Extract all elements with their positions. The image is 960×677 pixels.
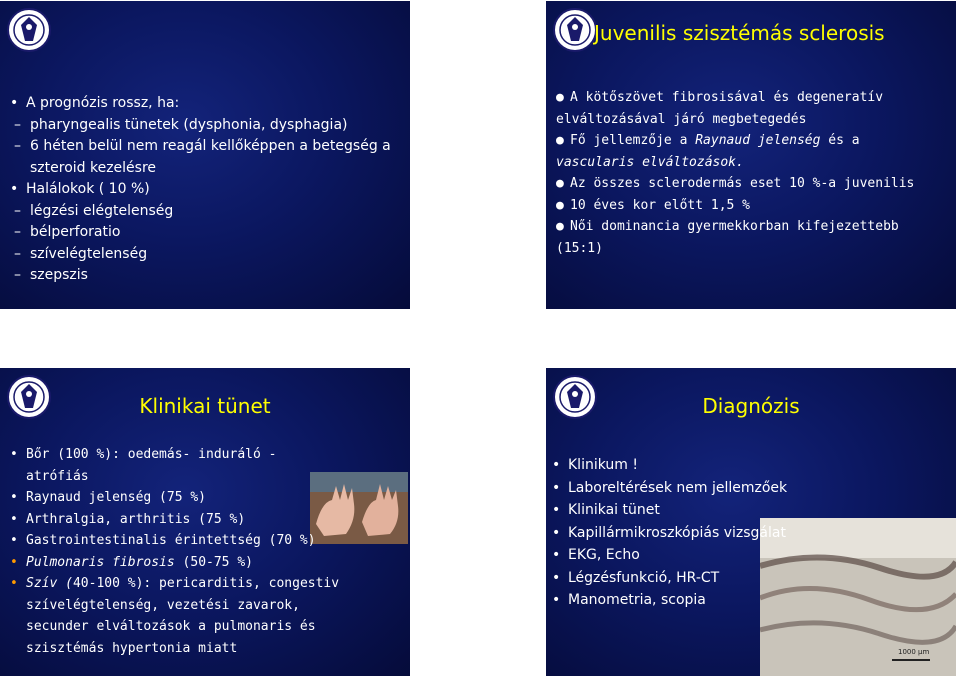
bullet-fibrosis: ● A kötőszövet fibrosisával és degeneratív [556, 90, 884, 105]
bullet-noi-cont: (15:1) [556, 240, 603, 256]
slide-title: Juvenilis szisztémás sclerosis [594, 21, 885, 45]
bullet-bor-cont: atrófiás [26, 468, 89, 484]
bullet-halalokok: • Halálokok ( 10 %) [10, 181, 150, 197]
bullet-arthralgia: • Arthralgia, arthritis (75 %) [10, 511, 246, 527]
sub-belperforatio: – bélperforatio [14, 224, 121, 240]
sub-szepszis: – szepszis [14, 267, 88, 283]
sub-steroid: – 6 héten belül nem reagál kellőképpen a betegség a szteroid kezelésre [14, 138, 391, 176]
bullet-ekg: • EKG, Echo [552, 547, 640, 563]
bullet-raynaud-cont: vascularis elváltozások. [556, 154, 744, 170]
slide-title: Diagnózis [702, 394, 800, 418]
bullet-klinikum: • Klinikum ! [552, 457, 638, 473]
bullet-raynaud: • Raynaud jelenség (75 %) [10, 490, 207, 505]
bullet-pulmonaris: • Pulmonaris fibrosis (50-75 %) [10, 554, 253, 570]
sub-szivelegtelenseg: – szívelégtelenség [14, 245, 148, 262]
scale-label: 1000 µm [898, 648, 930, 656]
university-logo-icon [552, 7, 598, 53]
university-logo-icon [6, 7, 52, 53]
bullet-fibrosis-cont: elváltozásával járó megbetegedés [556, 111, 807, 127]
bullet-manometria: • Manometria, scopia [552, 592, 706, 608]
bullet-sziv-cont1: szívelégtelenség, vezetési zavarok, [26, 597, 300, 613]
bullet-prognosis: • A prognózis rossz, ha: [10, 95, 180, 111]
slide-title: Klinikai tünet [139, 394, 271, 418]
bullet-raynaud: ● Fő jellemzője a Raynaud jelenség és a [556, 133, 860, 148]
slide-prognosis [0, 1, 410, 309]
slide-juvenilis [546, 1, 956, 309]
bullet-bor: • Bőr (100 %): oedemás- induráló - [10, 447, 277, 462]
slide-klinikai-tunet [0, 368, 410, 676]
sub-pharyngealis: – pharyngealis tünetek (dysphonia, dysphagia) [14, 116, 348, 133]
bullet-klinikai: • Klinikai tünet [552, 502, 660, 518]
bullet-juvenilis: ● Az összes sclerodermás eset 10 %-a juvenilis [556, 176, 915, 191]
bullet-kapillar: • Kapillármikroszkópiás vizsgálat [552, 524, 786, 541]
bullet-legzes: • Légzésfunkció, HR-CT [552, 569, 720, 586]
bullet-noi: ● Női dominancia gyermekkorban kifejezettebb [556, 219, 899, 234]
bullet-sziv-cont2: secunder elváltozások a pulmonaris és [26, 619, 316, 634]
bullet-labor: • Laboreltérések nem jellemzőek [552, 479, 788, 496]
bullet-sziv: • Szív (40-100 %): pericarditis, congestiv [10, 576, 340, 591]
bullet-sziv-cont3: szisztémás hypertonia miatt [26, 640, 238, 656]
bullet-gastro: • Gastrointestinalis érintettség (70 %) [10, 533, 316, 548]
bullet-10eves: ● 10 éves kor előtt 1,5 % [556, 197, 751, 213]
sub-legzesi: – légzési elégtelenség [14, 202, 174, 219]
slide-diagnozis [546, 368, 956, 676]
